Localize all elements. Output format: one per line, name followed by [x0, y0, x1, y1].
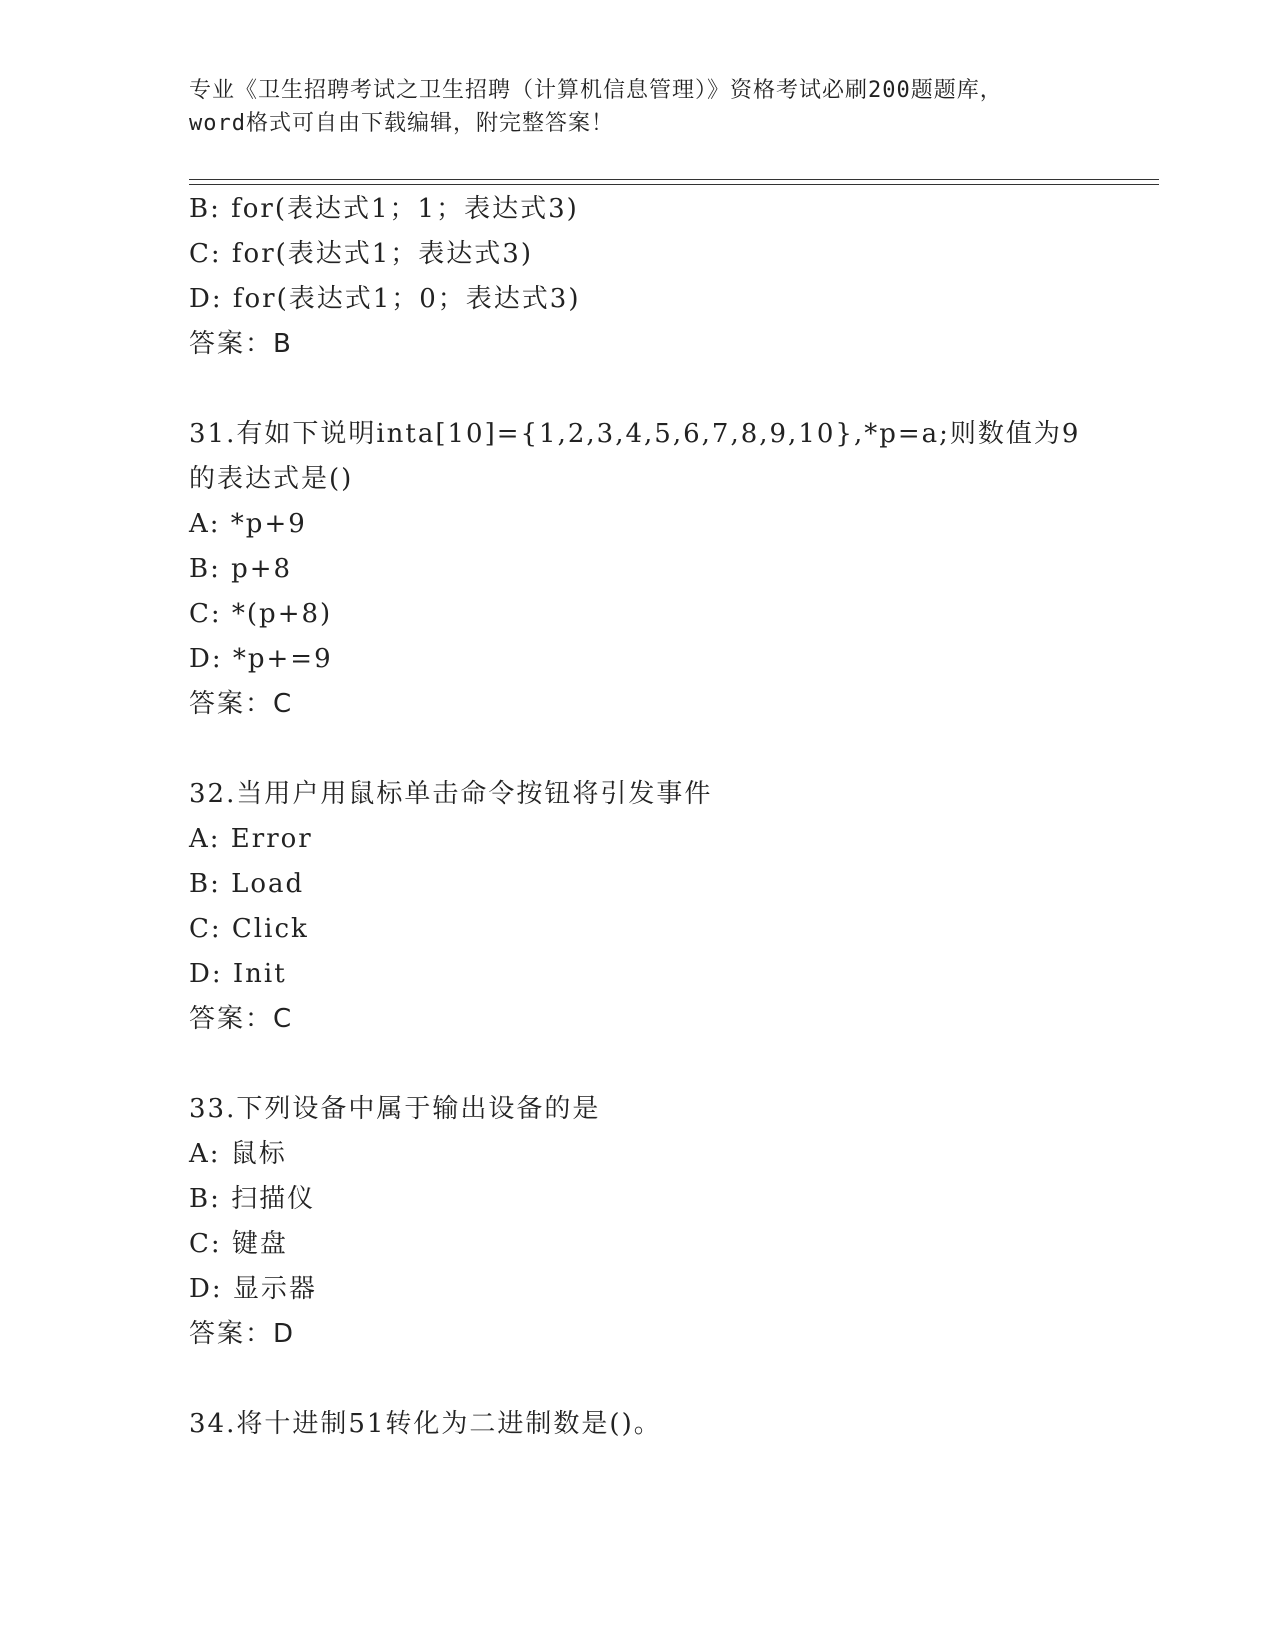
q33-option-a: A: 鼠标 — [189, 1139, 287, 1169]
q33-answer: 答案：D — [189, 1319, 296, 1349]
header-title-line-2: word格式可自由下载编辑，附完整答案！ — [189, 111, 614, 136]
q33-stem: 33.下列设备中属于输出设备的是 — [189, 1094, 601, 1124]
q31-stem-line-2: 的表达式是() — [189, 464, 354, 494]
q33-option-c: C: 键盘 — [189, 1229, 288, 1259]
q31-answer: 答案：C — [189, 689, 294, 719]
prev-question-option-d: D: for(表达式1；0；表达式3) — [189, 284, 581, 314]
q32-answer: 答案：C — [189, 1004, 294, 1034]
header-divider-bottom — [189, 184, 1159, 185]
q32-option-a: A: Error — [189, 824, 313, 854]
q31-option-c: C: *(p+8) — [189, 599, 333, 629]
q31-stem-line-1: 31.有如下说明inta[10]={1,2,3,4,5,6,7,8,9,10},*p=a;则数值为9 — [189, 419, 1081, 449]
q31-option-a: A: *p+9 — [189, 509, 307, 539]
q33-option-b: B: 扫描仪 — [189, 1184, 316, 1214]
document-header — [189, 74, 1089, 140]
q32-option-c: C: Click — [189, 914, 309, 944]
q32-option-b: B: Load — [189, 869, 305, 899]
q32-stem: 32.当用户用鼠标单击命令按钮将引发事件 — [189, 779, 713, 809]
q34-stem: 34.将十进制51转化为二进制数是()。 — [189, 1409, 662, 1439]
prev-question-answer: 答案：B — [189, 329, 293, 359]
q31-option-b: B: p+8 — [189, 554, 293, 584]
prev-question-option-b: B: for(表达式1；1；表达式3) — [189, 194, 579, 224]
prev-question-option-c: C: for(表达式1；表达式3) — [189, 239, 533, 269]
header-title-line-1: 专业《卫生招聘考试之卫生招聘（计算机信息管理）》资格考试必刷200题题库， — [189, 78, 1003, 103]
q32-option-d: D: Init — [189, 959, 287, 989]
q33-option-d: D: 显示器 — [189, 1274, 317, 1304]
q31-option-d: D: *p+=9 — [189, 644, 333, 674]
header-divider-top — [189, 179, 1159, 180]
